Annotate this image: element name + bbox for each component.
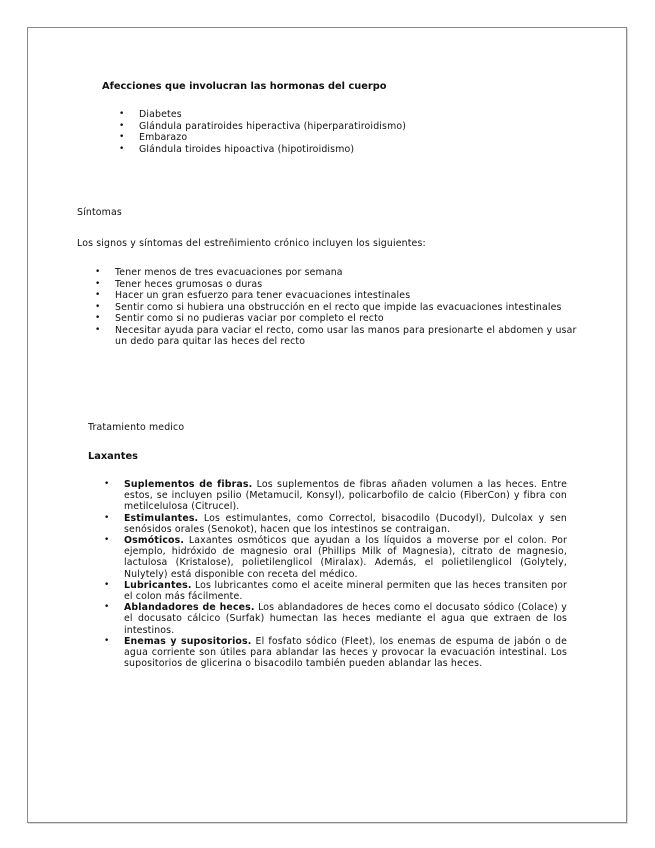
laxatives-list	[124, 479, 567, 669]
item-term: Osmóticos.	[124, 535, 185, 547]
symptoms-list	[115, 267, 580, 348]
hormones-heading: Afecciones que involucran las hormonas del cuerpo	[102, 81, 387, 92]
list-item	[124, 602, 567, 636]
item-text: Los ablandadores de heces como el docusato sódico (Colace) y el docusato cálcico (Surfak) humectan las heces mediante el agua que extraen de los intestinos.	[124, 602, 567, 636]
hormones-list	[139, 109, 406, 155]
list-item: • Diabetes	[139, 109, 406, 121]
item-term: Suplementos de fibras.	[124, 479, 253, 490]
list-item	[124, 535, 567, 580]
item-text: El fosfato sódico (Fleet), los enemas de espuma de jabón o de agua corriente son útiles para ablandar las heces y provocar la evacuación intestinal. Los supositorios de glicerina o bisacodilo también pueden ablandar las heces.	[124, 635, 567, 670]
list-item: • Embarazo	[139, 132, 406, 144]
list-item	[124, 580, 567, 602]
item-text: Los estimulantes, como Correctol, bisacodilo (Ducodyl), Dulcolax y sen senósidos orales (Senokot), hacen que los intestinos se contraigan.	[124, 512, 567, 535]
list-item: • Necesitar ayuda para vaciar el recto, como usar las manos para presionarte el abdomen y usar un dedo para quitar las heces del recto	[115, 325, 580, 348]
list-item	[124, 479, 567, 513]
list-item	[124, 636, 567, 670]
treatment-title: Tratamiento medico	[88, 422, 185, 433]
list-item: • Tener menos de tres evacuaciones por semana	[115, 267, 580, 279]
list-item: • Hacer un gran esfuerzo para tener evacuaciones intestinales	[115, 290, 580, 302]
item-term: Lubricantes.	[124, 579, 192, 591]
document-page	[27, 27, 627, 823]
list-item: • Tener heces grumosas o duras	[115, 279, 580, 291]
list-item: • Sentir como si hubiera una obstrucción en el recto que impide las evacuaciones intestinales	[115, 302, 580, 314]
item-text: Laxantes osmóticos que ayudan a los líquidos a moverse por el colon. Por ejemplo, hidróxido de magnesio oral (Phillips Milk of Magnesia), citrato de magnesio, lactulosa (Kristalose), polietilenglicol (Miralax). Además, el polietilenglicol (Golytely, Nulytely) está disponible con receta del médico.	[124, 535, 567, 580]
item-term: Estimulantes.	[124, 512, 199, 524]
list-item	[124, 513, 567, 535]
item-term: Ablandadores de heces.	[124, 602, 255, 614]
item-text: Los suplementos de fibras añaden volumen a las heces. Entre estos, se incluyen psilio (Metamucil, Konsyl), policarbofilo de calcio (FiberCon) y fibra con metilcelulosa (Citrucel).	[124, 479, 567, 513]
list-item: • Glándula tiroides hipoactiva (hipotiroidismo)	[139, 144, 406, 156]
symptoms-title: Síntomas	[77, 207, 122, 218]
laxatives-subtitle: Laxantes	[88, 451, 138, 462]
list-item: • Sentir como si no pudieras vaciar por completo el recto	[115, 313, 580, 325]
list-item: • Glándula paratiroides hiperactiva (hiperparatiroidismo)	[139, 121, 406, 133]
item-text: Los lubricantes como el aceite mineral permiten que las heces transiten por el colon más fácilmente.	[124, 579, 567, 603]
symptoms-intro: Los signos y síntomas del estreñimiento crónico incluyen los siguientes:	[77, 238, 426, 249]
item-term: Enemas y supositorios.	[124, 635, 252, 647]
